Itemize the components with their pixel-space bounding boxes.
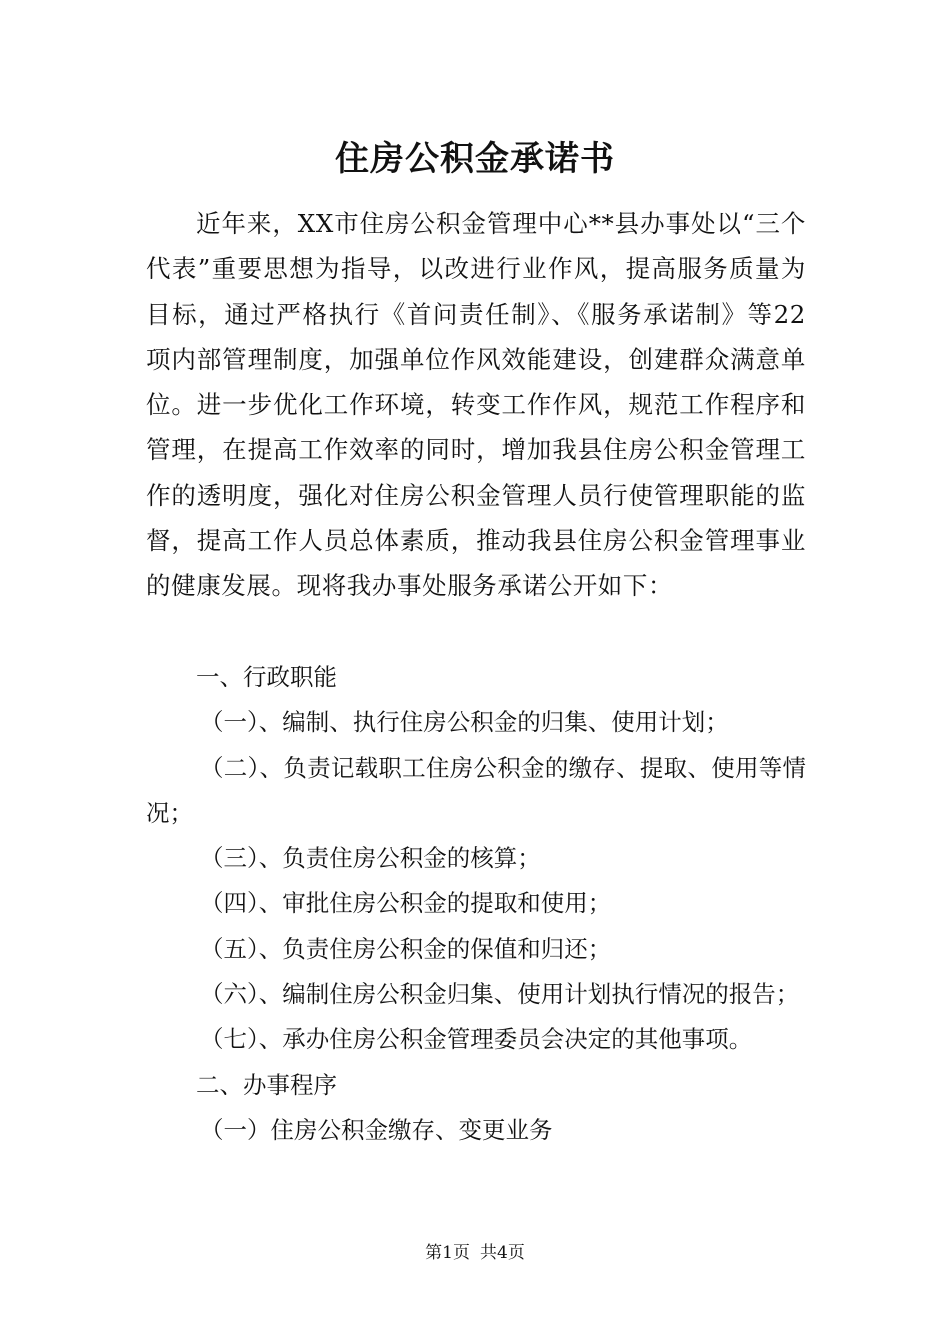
list-item: （二）、负责记载职工住房公积金的缴存、提取、使用等情况； — [146, 753, 806, 827]
page-footer — [0, 1241, 950, 1265]
list-item: （六）、编制住房公积金归集、使用计划执行情况的报告； — [200, 980, 800, 1009]
section-heading-administrative-functions: 一、行政职能 — [196, 663, 337, 691]
list-item: （七）、承办住房公积金管理委员会决定的其他事项。 — [200, 1025, 753, 1054]
commitment-list — [146, 655, 806, 1153]
list-item: （一）、编制、执行住房公积金的归集、使用计划； — [200, 708, 729, 737]
document-title: 住房公积金承诺书 — [335, 139, 615, 179]
page-total: 共4页 — [480, 1243, 525, 1263]
section-heading-procedures: 二、办事程序 — [196, 1070, 337, 1099]
intro-paragraph: 近年来，XX市住房公积金管理中心**县办事处以“三个代表”重要思想为指导，以改进行业作风，提高服务质量为目标，通过严格执行《首问责任制》、《服务承诺制》等22项内部管理制度，加强单位作风效能建设，创建群众满意单位。进一步优化工作环境，转变工作作风，规范工作程序和管理，在提高工作效率的同时，增加我县住房公积金管理工作的透明度，强化对住房公积金管理人员行使管理职能的监督，提高工作人员总体素质，推动我县住房公积金管理事业的健康发展。现将我办事处服务承诺公开如下： — [146, 209, 806, 601]
list-item: （三）、负责住房公积金的核算； — [200, 844, 541, 873]
list-item: （五）、负责住房公积金的保值和归还； — [200, 934, 612, 963]
page-number: 第1页 — [425, 1243, 470, 1263]
list-item: （一）住房公积金缴存、变更业务 — [200, 1115, 553, 1144]
list-item: （四）、审批住房公积金的提取和使用； — [200, 889, 612, 918]
